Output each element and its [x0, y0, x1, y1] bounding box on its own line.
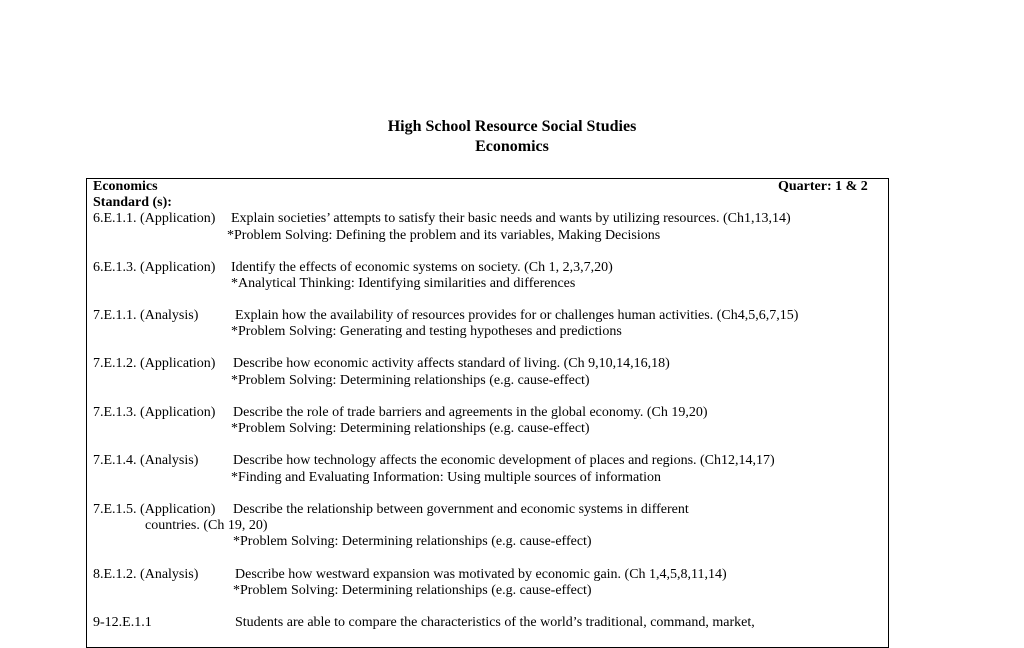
standard-code: 6.E.1.1. (Application): [93, 211, 216, 226]
standard-skill: *Problem Solving: Determining relationships (e.g. cause-effect): [233, 583, 592, 598]
standard-code: 7.E.1.2. (Application): [93, 356, 216, 371]
standard-skill: *Problem Solving: Determining relationships (e.g. cause-effect): [231, 421, 590, 436]
standard-text: Explain how the availability of resources provides for or challenges human activities. (Ch4,5,6,7,15): [235, 308, 799, 323]
standards-heading: Standard (s):: [93, 195, 172, 210]
standard-text: Describe the relationship between government and economic systems in different: [233, 502, 689, 517]
standard-code: 6.E.1.3. (Application): [93, 260, 216, 275]
standard-skill: *Problem Solving: Determining relationships (e.g. cause-effect): [231, 373, 590, 388]
standard-text: Describe how westward expansion was motivated by economic gain. (Ch 1,4,5,8,11,14): [235, 567, 727, 582]
standard-skill: *Problem Solving: Defining the problem and its variables, Making Decisions: [227, 228, 661, 243]
standards-table: [86, 178, 889, 648]
standard-code: 9-12.E.1.1: [93, 615, 152, 630]
standard-text: Students are able to compare the characteristics of the world’s traditional, command, market,: [235, 615, 755, 630]
standard-code: 7.E.1.1. (Analysis): [93, 308, 199, 323]
standard-text: Describe how economic activity affects standard of living. (Ch 9,10,14,16,18): [233, 356, 670, 371]
standard-text: Describe the role of trade barriers and agreements in the global economy. (Ch 19,20): [233, 405, 708, 420]
standard-code: 7.E.1.3. (Application): [93, 405, 216, 420]
standard-code: 7.E.1.4. (Analysis): [93, 453, 199, 468]
standard-skill: *Problem Solving: Determining relationships (e.g. cause-effect): [233, 534, 592, 549]
subject-label: Economics: [93, 179, 158, 194]
standard-skill: *Finding and Evaluating Information: Using multiple sources of information: [231, 470, 662, 485]
standard-text: Identify the effects of economic systems on society. (Ch 1, 2,3,7,20): [231, 260, 613, 275]
standard-code: 7.E.1.5. (Application): [93, 502, 216, 517]
page-subtitle: Economics: [475, 138, 549, 155]
page-title: High School Resource Social Studies: [387, 118, 637, 135]
standard-skill: *Problem Solving: Generating and testing hypotheses and predictions: [231, 324, 622, 339]
standard-code: 8.E.1.2. (Analysis): [93, 567, 199, 582]
standard-text: Describe how technology affects the economic development of places and regions. (Ch12,14,17): [233, 453, 775, 468]
standard-text-continued: countries. (Ch 19, 20): [145, 518, 268, 533]
standard-text: Explain societies’ attempts to satisfy their basic needs and wants by utilizing resources. (Ch1,13,14): [231, 211, 791, 226]
quarter-label: Quarter: 1 & 2: [778, 179, 868, 194]
standard-skill: *Analytical Thinking: Identifying similarities and differences: [231, 276, 576, 291]
